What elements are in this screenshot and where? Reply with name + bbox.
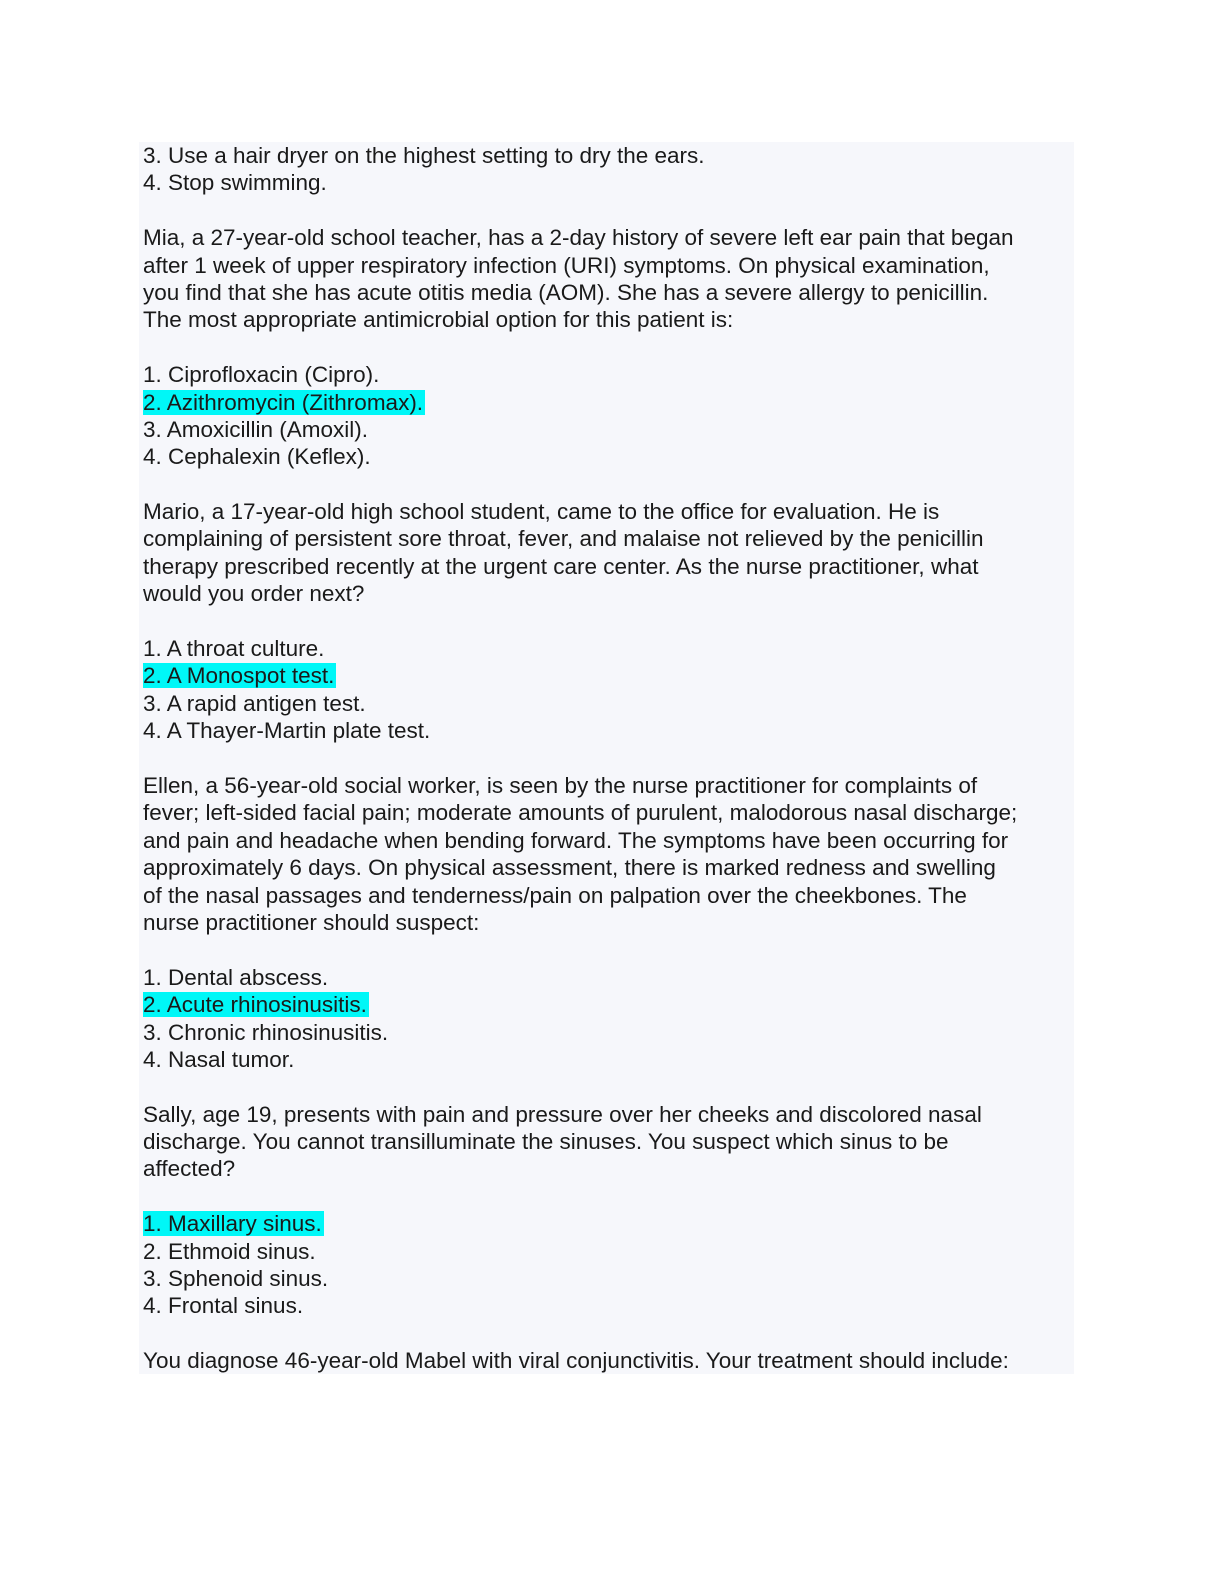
answer-option-text: 1. A throat culture. bbox=[143, 636, 325, 662]
answer-option-highlighted bbox=[143, 389, 1071, 416]
question-stem-line: of the nasal passages and tenderness/pain on palpation over the cheekbones. The bbox=[143, 882, 967, 908]
answer-option bbox=[143, 416, 1071, 443]
answer-option-text: 3. Amoxicillin (Amoxil). bbox=[143, 416, 369, 442]
question-stem-line: discharge. You cannot transilluminate the sinuses. You suspect which sinus to be bbox=[143, 1129, 949, 1155]
answer-option-text: 1. Dental abscess. bbox=[143, 964, 329, 990]
question-stem-line: fever; left-sided facial pain; moderate amounts of purulent, malodorous nasal discharge; bbox=[143, 800, 1018, 826]
question-stem-line: after 1 week of upper respiratory infection (URI) symptoms. On physical examination, bbox=[143, 252, 990, 278]
answer-option bbox=[143, 443, 1071, 470]
answer-option bbox=[143, 635, 1071, 662]
intro-line: 3. Use a hair dryer on the highest setting to dry the ears. bbox=[143, 143, 705, 168]
answer-option bbox=[143, 1046, 1071, 1073]
spacer bbox=[143, 1073, 1071, 1100]
answer-option-highlighted bbox=[143, 662, 1071, 689]
spacer bbox=[143, 334, 1071, 361]
answer-option bbox=[143, 964, 1071, 991]
spacer bbox=[143, 197, 1071, 224]
answer-option-text: 4. A Thayer-Martin plate test. bbox=[143, 718, 431, 744]
question-stem-line: nurse practitioner should suspect: bbox=[143, 909, 480, 935]
answer-option bbox=[143, 717, 1071, 744]
spacer bbox=[143, 1320, 1071, 1347]
question-1 bbox=[143, 224, 1071, 471]
answer-option-text: 3. A rapid antigen test. bbox=[143, 690, 366, 716]
question-stem-line: Mia, a 27-year-old school teacher, has a 2-day history of severe left ear pain that began bbox=[143, 225, 1014, 251]
answer-option-text: 4. Frontal sinus. bbox=[143, 1293, 304, 1319]
question-stem-line: Mario, a 17-year-old high school student, came to the office for evaluation. He is bbox=[143, 499, 940, 525]
answer-option-highlighted bbox=[143, 991, 1071, 1018]
answer-option bbox=[143, 690, 1071, 717]
question-2 bbox=[143, 498, 1071, 745]
question-stem-line: and pain and headache when bending forward. The symptoms have been occurring for bbox=[143, 827, 1009, 853]
spacer bbox=[143, 471, 1071, 498]
spacer bbox=[143, 608, 1071, 635]
question-stem-line: affected? bbox=[143, 1156, 236, 1182]
document-text bbox=[143, 142, 1071, 1375]
question-stem-line: The most appropriate antimicrobial option for this patient is: bbox=[143, 307, 734, 333]
answer-option-text: 2. A Monospot test. bbox=[143, 663, 335, 689]
intro-line: 4. Stop swimming. bbox=[143, 170, 327, 196]
question-4 bbox=[143, 1101, 1071, 1320]
question-stem-line: Ellen, a 56-year-old social worker, is seen by the nurse practitioner for complaints of bbox=[143, 772, 978, 798]
spacer bbox=[143, 745, 1071, 772]
question-3 bbox=[143, 772, 1071, 1073]
answer-option-text: 2. Acute rhinosinusitis. bbox=[143, 992, 367, 1018]
question-stem-line: therapy prescribed recently at the urgent care center. As the nurse practitioner, what bbox=[143, 553, 979, 579]
answer-option-text: 2. Azithromycin (Zithromax). bbox=[143, 389, 424, 415]
answer-option bbox=[143, 1019, 1071, 1046]
question-stem-line: approximately 6 days. On physical assessment, there is marked redness and swelling bbox=[143, 855, 996, 881]
answer-option-text: 2. Ethmoid sinus. bbox=[143, 1238, 316, 1264]
question-stem-line: you find that she has acute otitis media (AOM). She has a severe allergy to penicillin. bbox=[143, 279, 989, 305]
question-stem-line: complaining of persistent sore throat, fever, and malaise not relieved by the penicillin bbox=[143, 526, 984, 552]
answer-option-highlighted bbox=[143, 1210, 1071, 1237]
answer-option bbox=[143, 361, 1071, 388]
spacer bbox=[143, 936, 1071, 963]
answer-option bbox=[143, 1265, 1071, 1292]
question-stem-line: would you order next? bbox=[143, 581, 365, 607]
closing-question-line: You diagnose 46-year-old Mabel with viral conjunctivitis. Your treatment should include: bbox=[143, 1348, 1009, 1374]
answer-option-text: 4. Cephalexin (Keflex). bbox=[143, 444, 371, 470]
answer-option bbox=[143, 1238, 1071, 1265]
answer-option bbox=[143, 1292, 1071, 1319]
answer-option-text: 3. Sphenoid sinus. bbox=[143, 1266, 329, 1292]
question-stem-line: Sally, age 19, presents with pain and pressure over her cheeks and discolored nasal bbox=[143, 1101, 982, 1127]
spacer bbox=[143, 1183, 1071, 1210]
answer-option-text: 3. Chronic rhinosinusitis. bbox=[143, 1019, 389, 1045]
answer-option-text: 4. Nasal tumor. bbox=[143, 1046, 295, 1072]
answer-option-text: 1. Maxillary sinus. bbox=[143, 1211, 322, 1237]
answer-option-text: 1. Ciprofloxacin (Cipro). bbox=[143, 362, 380, 388]
